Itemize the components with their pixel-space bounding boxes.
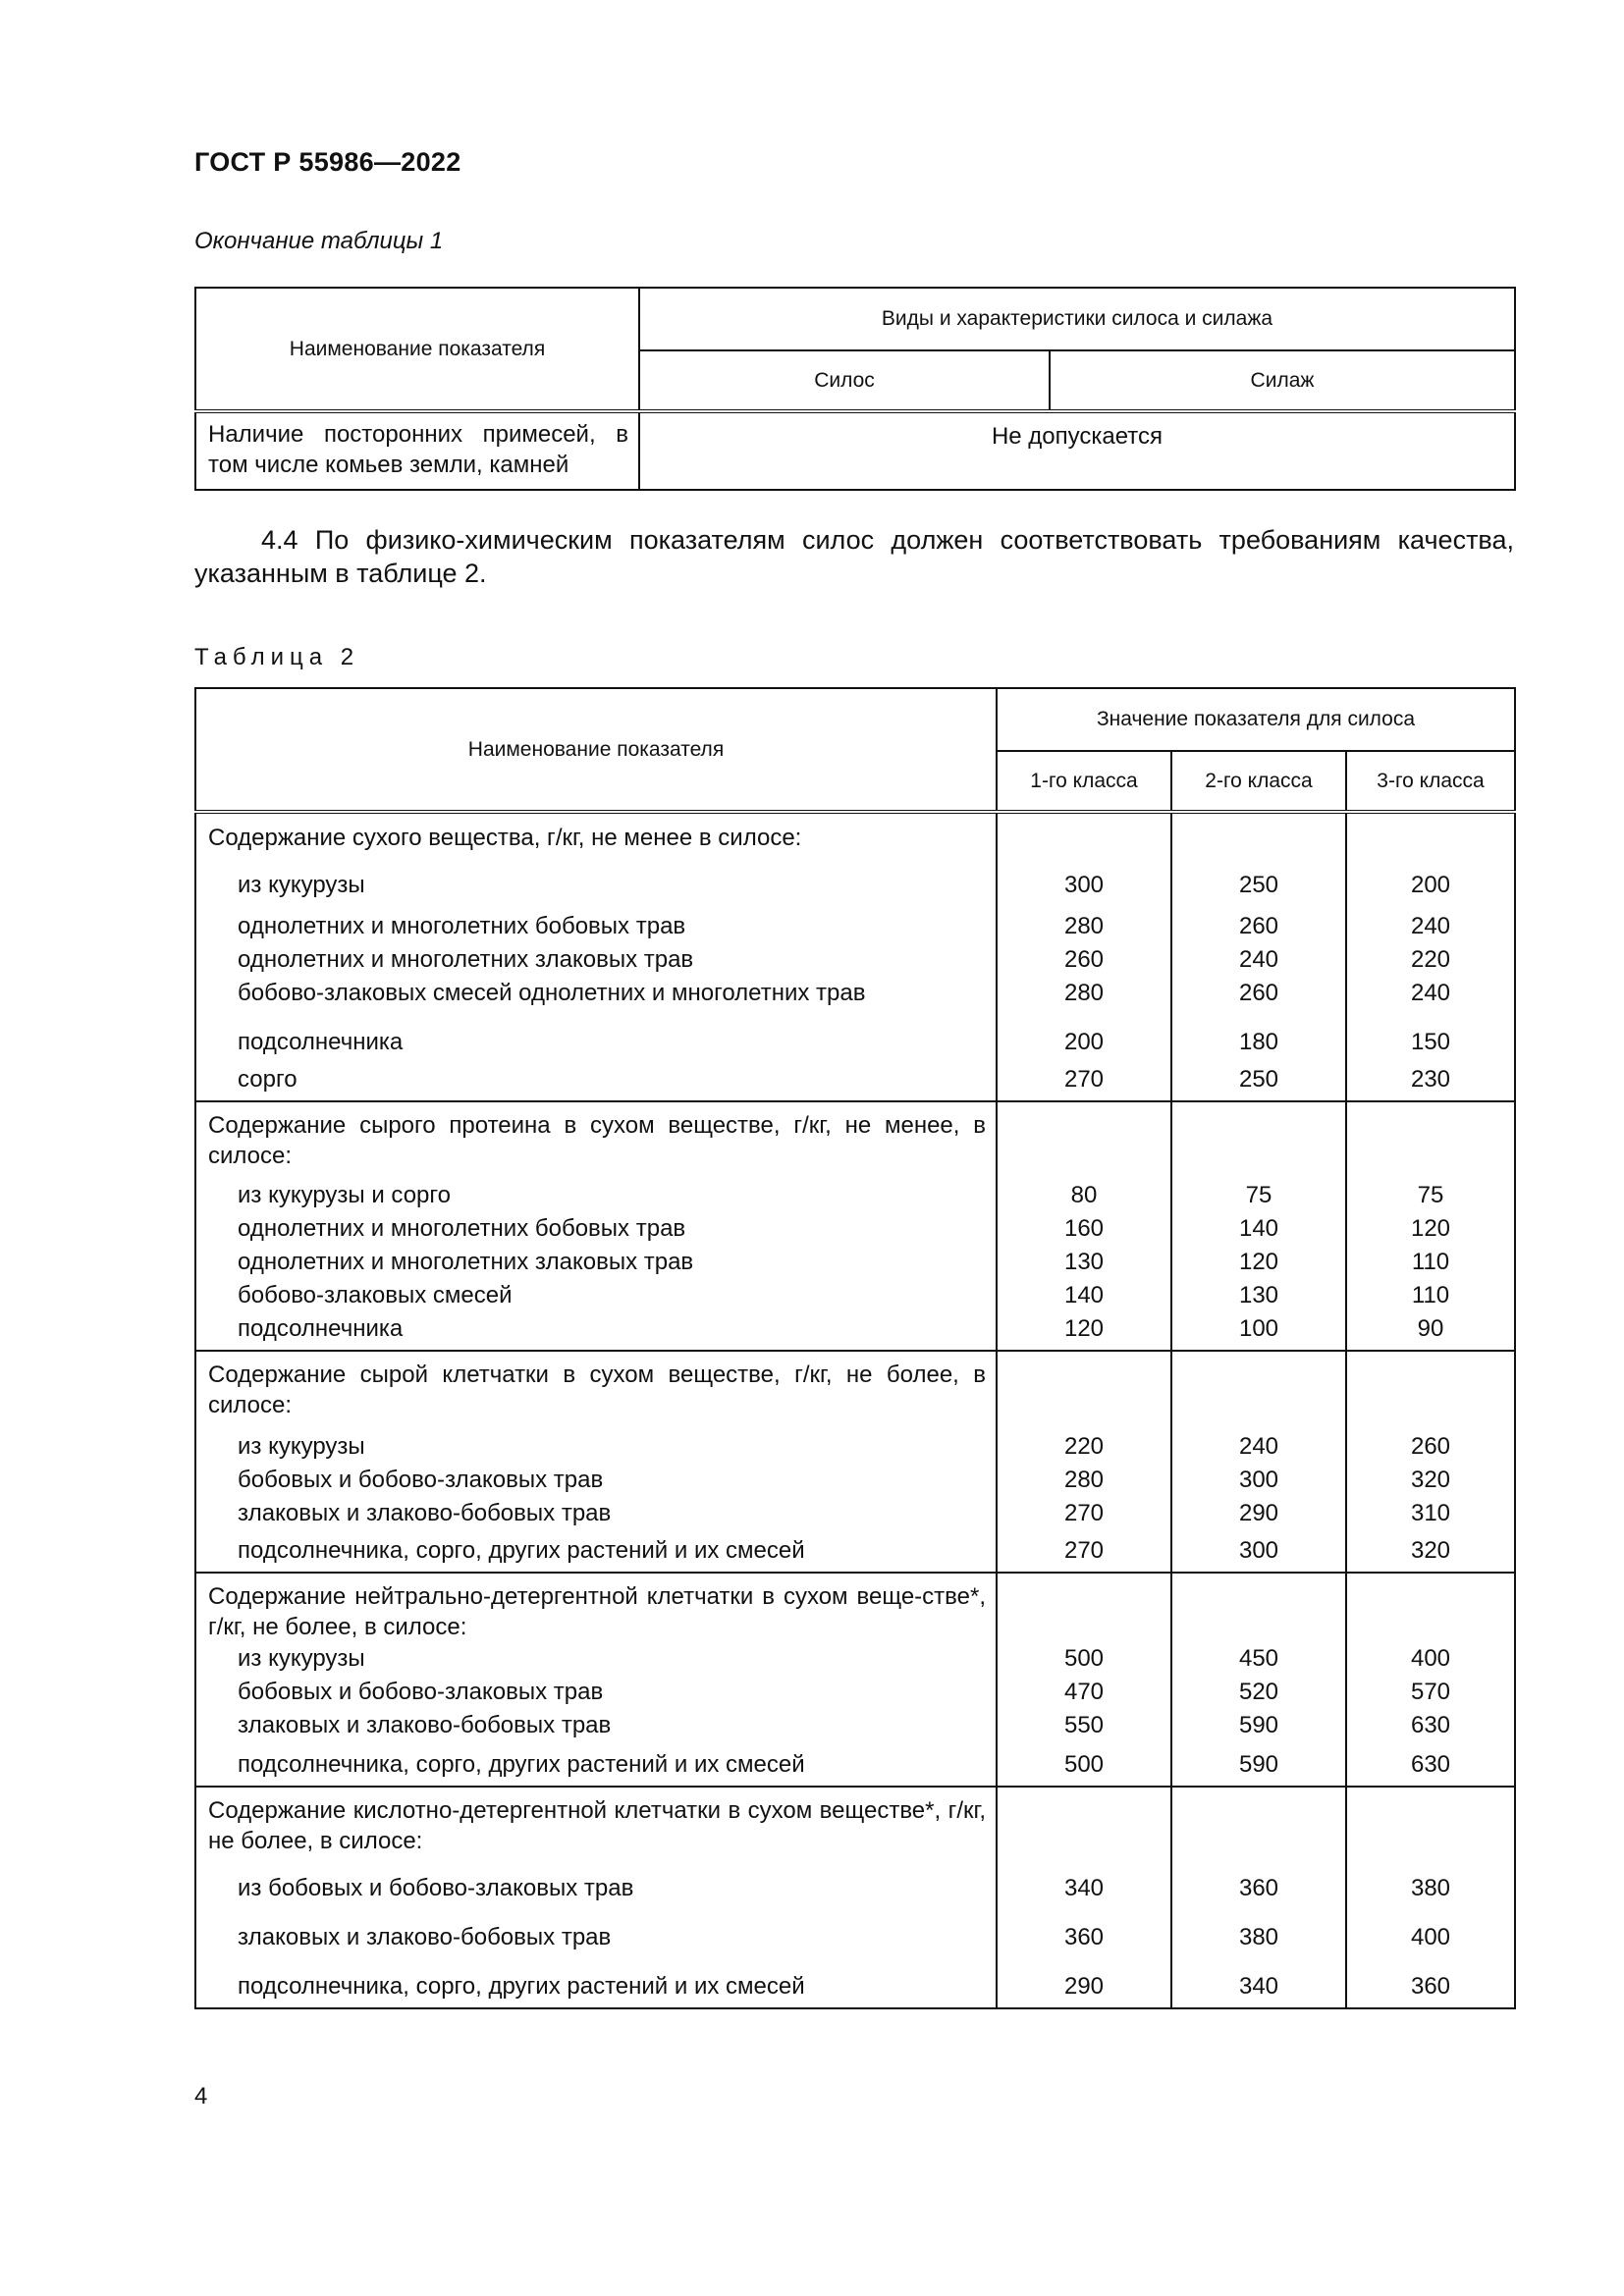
- value-cell: 400: [1410, 1924, 1451, 1950]
- value-cell: 120: [1238, 1249, 1279, 1275]
- value-cell: 200: [1063, 1029, 1105, 1055]
- table2-group: [195, 1101, 1515, 1351]
- table1-header-name: Наименование показателя: [195, 288, 639, 411]
- table2-group: [195, 1351, 1515, 1573]
- value-cell: 250: [1238, 1066, 1279, 1093]
- value-cell: 120: [1063, 1315, 1105, 1342]
- table2-group-names: [195, 1101, 997, 1351]
- table2-group-class-3: [1346, 1573, 1515, 1787]
- table2-group-class-2: [1171, 1101, 1346, 1351]
- value-cell: 270: [1063, 1500, 1105, 1526]
- table-1: [194, 287, 1516, 491]
- table2-group-class-3: [1346, 1101, 1515, 1351]
- table2-group-class-2: [1171, 1573, 1346, 1787]
- value-cell: 270: [1063, 1537, 1105, 1564]
- value-cell: 180: [1238, 1029, 1279, 1055]
- value-cell: 590: [1238, 1751, 1279, 1778]
- table2-group-class-1: [997, 812, 1171, 1101]
- table2-group-class-1: [997, 1101, 1171, 1351]
- row-name: подсолнечника: [238, 1315, 404, 1342]
- table2-group: [195, 1787, 1515, 2008]
- row-name: из кукурузы: [238, 872, 365, 898]
- page-number: 4: [194, 2083, 208, 2109]
- table1-header-group: Виды и характеристики силоса и силажа: [639, 288, 1515, 350]
- group-title: Содержание сырого протеина в сухом веществе, г/кг, не менее, в силосе:: [208, 1112, 986, 1169]
- row-name: подсолнечника, сорго, других растений и их смесей: [238, 1973, 805, 2000]
- table2-group-names: [195, 1787, 997, 2008]
- table2-group-class-3: [1346, 1787, 1515, 2008]
- group-title: Содержание сухого вещества, г/кг, не менее в силосе:: [208, 825, 802, 851]
- row-name: однолетних и многолетних злаковых трав: [238, 1249, 694, 1275]
- row-name: бобовых и бобово-злаковых трав: [238, 1679, 604, 1705]
- table2-group-class-2: [1171, 1787, 1346, 2008]
- table2-group-class-1: [997, 1351, 1171, 1573]
- value-cell: 270: [1063, 1066, 1105, 1093]
- row-name: бобово-злаковых смесей: [238, 1282, 513, 1308]
- value-cell: 400: [1410, 1645, 1451, 1672]
- table2-header-class-2: 2-го класса: [1171, 751, 1346, 812]
- row-name: подсолнечника, сорго, других растений и их смесей: [238, 1537, 805, 1564]
- row-name: из кукурузы и сорго: [238, 1182, 451, 1208]
- value-cell: 630: [1410, 1751, 1451, 1778]
- value-cell: 300: [1238, 1467, 1279, 1493]
- value-cell: 220: [1063, 1433, 1105, 1460]
- value-cell: 110: [1411, 1249, 1450, 1275]
- table2-group: [195, 812, 1515, 1101]
- paragraph-4-4: 4.4 По физико-химическим показателям силос должен соответствовать требованиям качества, указанным в таблице 2.: [194, 525, 1514, 588]
- table2-group-class-3: [1346, 1351, 1515, 1573]
- table2-header-class-1: 1-го класса: [997, 751, 1171, 812]
- value-cell: 200: [1410, 872, 1451, 898]
- value-cell: 590: [1238, 1712, 1279, 1738]
- value-cell: 240: [1238, 1433, 1279, 1460]
- value-cell: 450: [1238, 1645, 1279, 1672]
- table2-group-class-2: [1171, 1351, 1346, 1573]
- value-cell: 520: [1238, 1679, 1279, 1705]
- table2-group-class-3: [1346, 812, 1515, 1101]
- table1-caption: Окончание таблицы 1: [194, 228, 444, 254]
- value-cell: 90: [1417, 1315, 1444, 1342]
- value-cell: 290: [1238, 1500, 1279, 1526]
- table2-caption: Таблица 2: [194, 644, 360, 670]
- value-cell: 340: [1238, 1973, 1279, 2000]
- value-cell: 550: [1063, 1712, 1105, 1738]
- row-name: однолетних и многолетних бобовых трав: [238, 1215, 686, 1242]
- value-cell: 260: [1238, 913, 1279, 939]
- value-cell: 320: [1410, 1467, 1451, 1493]
- value-cell: 130: [1063, 1249, 1105, 1275]
- value-cell: 310: [1410, 1500, 1451, 1526]
- table2-group-names: [195, 1573, 997, 1787]
- value-cell: 240: [1238, 946, 1279, 973]
- row-name: сорго: [238, 1066, 298, 1093]
- value-cell: 320: [1410, 1537, 1451, 1564]
- value-cell: 260: [1238, 980, 1279, 1006]
- value-cell: 260: [1063, 946, 1105, 973]
- table1-header-silos: Силос: [639, 350, 1050, 411]
- table-2: [194, 687, 1516, 2009]
- group-title: Содержание нейтрально-детергентной клетчатки в сухом веще-стве*, г/кг, не более, в силосе:: [208, 1583, 986, 1640]
- value-cell: 150: [1410, 1029, 1451, 1055]
- value-cell: 280: [1063, 913, 1105, 939]
- value-cell: 110: [1411, 1282, 1450, 1308]
- value-cell: 360: [1238, 1875, 1279, 1901]
- value-cell: 240: [1410, 980, 1451, 1006]
- value-cell: 75: [1245, 1182, 1272, 1208]
- value-cell: 360: [1410, 1973, 1451, 2000]
- document-code: ГОСТ Р 55986—2022: [194, 147, 461, 177]
- value-cell: 360: [1063, 1924, 1105, 1950]
- row-name: из бобовых и бобово-злаковых трав: [238, 1875, 634, 1901]
- table2-group-class-2: [1171, 812, 1346, 1101]
- table2-group-class-1: [997, 1573, 1171, 1787]
- row-name: подсолнечника, сорго, других растений и их смесей: [238, 1751, 805, 1778]
- value-cell: 290: [1063, 1973, 1105, 2000]
- row-name: однолетних и многолетних бобовых трав: [238, 913, 686, 939]
- value-cell: 570: [1410, 1679, 1451, 1705]
- table1-row-name: Наличие посторонних примесей, в том числе комьев земли, камней: [195, 411, 639, 490]
- row-name: бобовых и бобово-злаковых трав: [238, 1467, 604, 1493]
- value-cell: 280: [1063, 980, 1105, 1006]
- table2-group: [195, 1573, 1515, 1787]
- value-cell: 300: [1063, 872, 1105, 898]
- value-cell: 120: [1410, 1215, 1451, 1242]
- value-cell: 500: [1063, 1751, 1105, 1778]
- value-cell: 500: [1063, 1645, 1105, 1672]
- value-cell: 160: [1063, 1215, 1105, 1242]
- group-title: Содержание сырой клетчатки в сухом веществе, г/кг, не более, в силосе:: [208, 1362, 986, 1418]
- value-cell: 380: [1410, 1875, 1451, 1901]
- table2-header-class-3: 3-го класса: [1346, 751, 1515, 812]
- value-cell: 130: [1238, 1282, 1279, 1308]
- row-name: из кукурузы: [238, 1433, 365, 1460]
- table2-group-names: [195, 812, 997, 1101]
- row-name: из кукурузы: [238, 1645, 365, 1672]
- table2-group-class-1: [997, 1787, 1171, 2008]
- row-name: бобово-злаковых смесей однолетних и многолетних трав: [238, 980, 866, 1006]
- value-cell: 630: [1410, 1712, 1451, 1738]
- value-cell: 140: [1063, 1282, 1105, 1308]
- row-name: злаковых и злаково-бобовых трав: [238, 1924, 612, 1950]
- value-cell: 75: [1417, 1182, 1444, 1208]
- value-cell: 100: [1238, 1315, 1279, 1342]
- table1-header-silazh: Силаж: [1050, 350, 1515, 411]
- row-name: однолетних и многолетних злаковых трав: [238, 946, 694, 973]
- value-cell: 240: [1410, 913, 1451, 939]
- table2-header-group: Значение показателя для силоса: [997, 688, 1515, 751]
- group-title: Содержание кислотно-детергентной клетчатки в сухом веществе*, г/кг, не более, в силосе:: [208, 1797, 986, 1854]
- table1-row-value: Не допускается: [639, 411, 1515, 490]
- value-cell: 300: [1238, 1537, 1279, 1564]
- value-cell: 230: [1410, 1066, 1451, 1093]
- row-name: злаковых и злаково-бобовых трав: [238, 1500, 612, 1526]
- value-cell: 80: [1070, 1182, 1098, 1208]
- value-cell: 470: [1063, 1679, 1105, 1705]
- value-cell: 260: [1410, 1433, 1451, 1460]
- value-cell: 280: [1063, 1467, 1105, 1493]
- value-cell: 140: [1238, 1215, 1279, 1242]
- table2-header-name: Наименование показателя: [195, 688, 997, 812]
- value-cell: 220: [1410, 946, 1451, 973]
- row-name: злаковых и злаково-бобовых трав: [238, 1712, 612, 1738]
- value-cell: 340: [1063, 1875, 1105, 1901]
- row-name: подсолнечника: [238, 1029, 404, 1055]
- value-cell: 380: [1238, 1924, 1279, 1950]
- table2-group-names: [195, 1351, 997, 1573]
- value-cell: 250: [1238, 872, 1279, 898]
